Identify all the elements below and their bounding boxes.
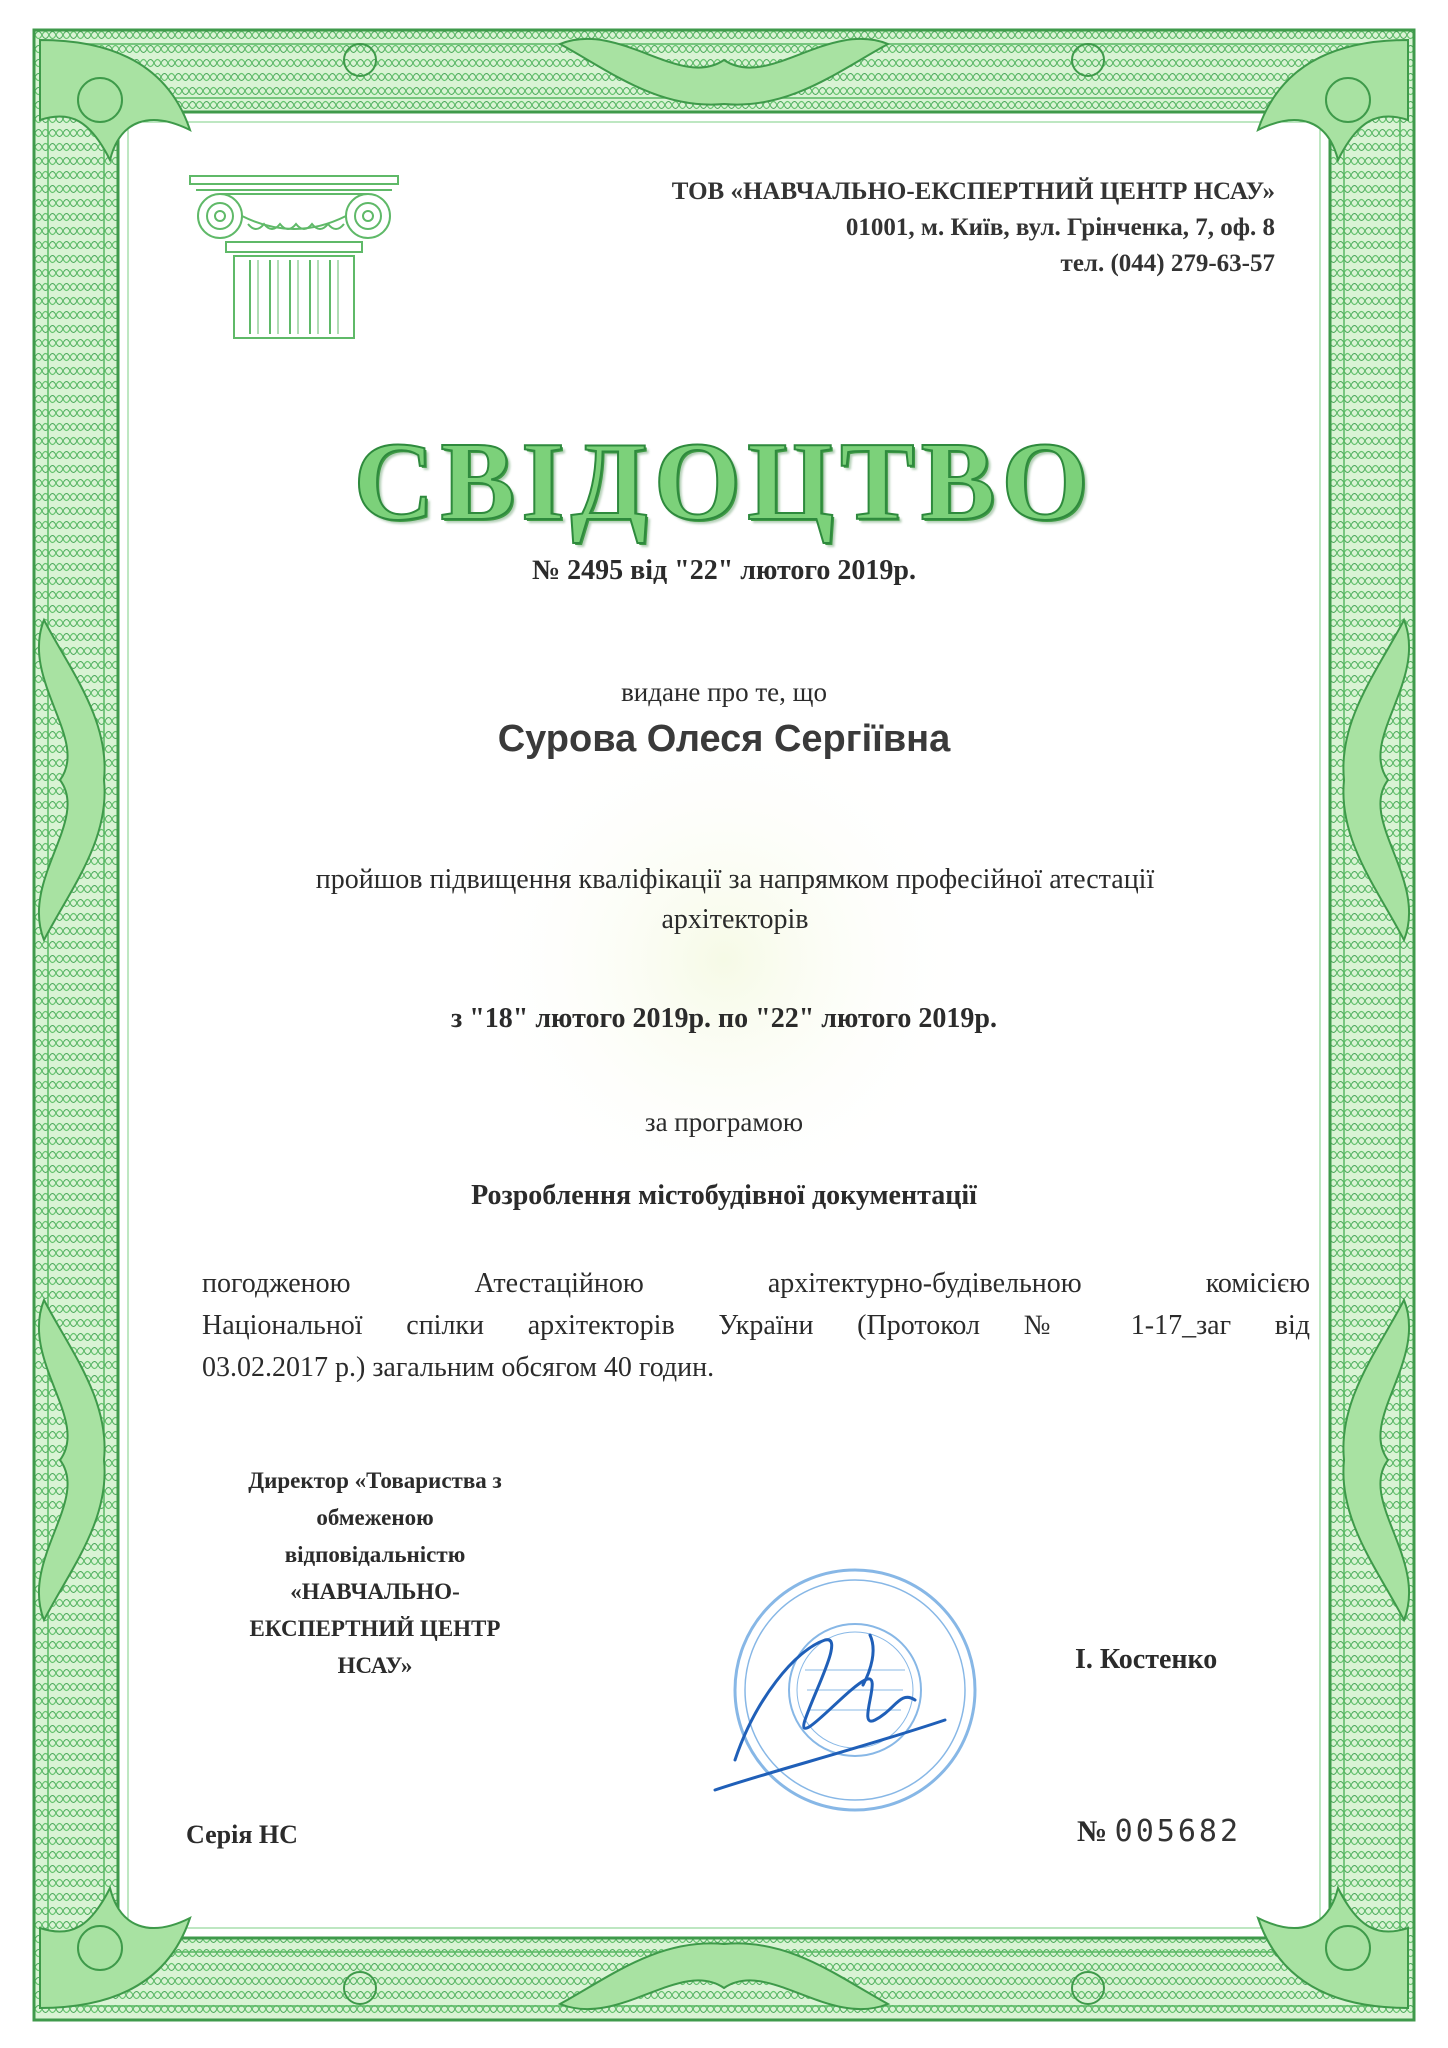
director-line: Директор «Товариства з [248, 1468, 502, 1493]
director-line: «НАВЧАЛЬНО- [290, 1579, 460, 1604]
certificate-number: № 2495 від "22" лютого 2019р. [531, 555, 916, 586]
organization-phone: тел. (044) 279-63-57 [1060, 250, 1275, 277]
round-seal-stamp [695, 1540, 985, 1830]
director-title [196, 1462, 554, 1684]
qualification-line-2: архітекторів [661, 904, 809, 935]
serial-prefix: № [1077, 1815, 1108, 1848]
issued-text: видане про те, що [621, 677, 827, 707]
signer-name: І. Костенко [1075, 1644, 1218, 1675]
program-name: Розроблення містобудівної документації [471, 1180, 977, 1211]
organization-name: ТОВ «НАВЧАЛЬНО-ЕКСПЕРТНИЙ ЦЕНТР НСАУ» [671, 178, 1275, 205]
approval-line-1: погодженою Атестаційною архітектурно-будівельною комісією [202, 1268, 1310, 1299]
director-line: ЕКСПЕРТНИЙ ЦЕНТР [249, 1616, 501, 1641]
organization-header [672, 174, 1275, 282]
training-period: з "18" лютого 2019р. по "22" лютого 2019р. [451, 1003, 997, 1034]
qualification-line-1: пройшов підвищення кваліфікації за напрямком професійної атестації [315, 864, 1155, 895]
qualification-statement [230, 860, 1240, 940]
series-label: Серія НС [186, 1820, 298, 1849]
organization-address: 01001, м. Київ, вул. Грінченка, 7, оф. 8 [845, 214, 1275, 241]
approval-line-3: 03.02.2017 р.) загальним обсягом 40 годин. [202, 1352, 715, 1383]
approval-line-2: Національної спілки архітекторів України (Протокол № 1-17_заг від [202, 1310, 1310, 1341]
director-line: обмеженою [316, 1505, 434, 1530]
director-line: НСАУ» [337, 1653, 413, 1678]
serial-digits: 005682 [1114, 1814, 1242, 1849]
program-label: за програмою [644, 1107, 804, 1137]
certificate-title: СВІДОЦТВО [353, 420, 1095, 544]
serial-number [1077, 1814, 1241, 1849]
ionic-column-icon [186, 172, 402, 342]
director-line: відповідальністю [284, 1542, 466, 1567]
approval-statement [202, 1263, 1310, 1389]
recipient-name: Сурова Олеся Сергіївна [497, 718, 951, 760]
